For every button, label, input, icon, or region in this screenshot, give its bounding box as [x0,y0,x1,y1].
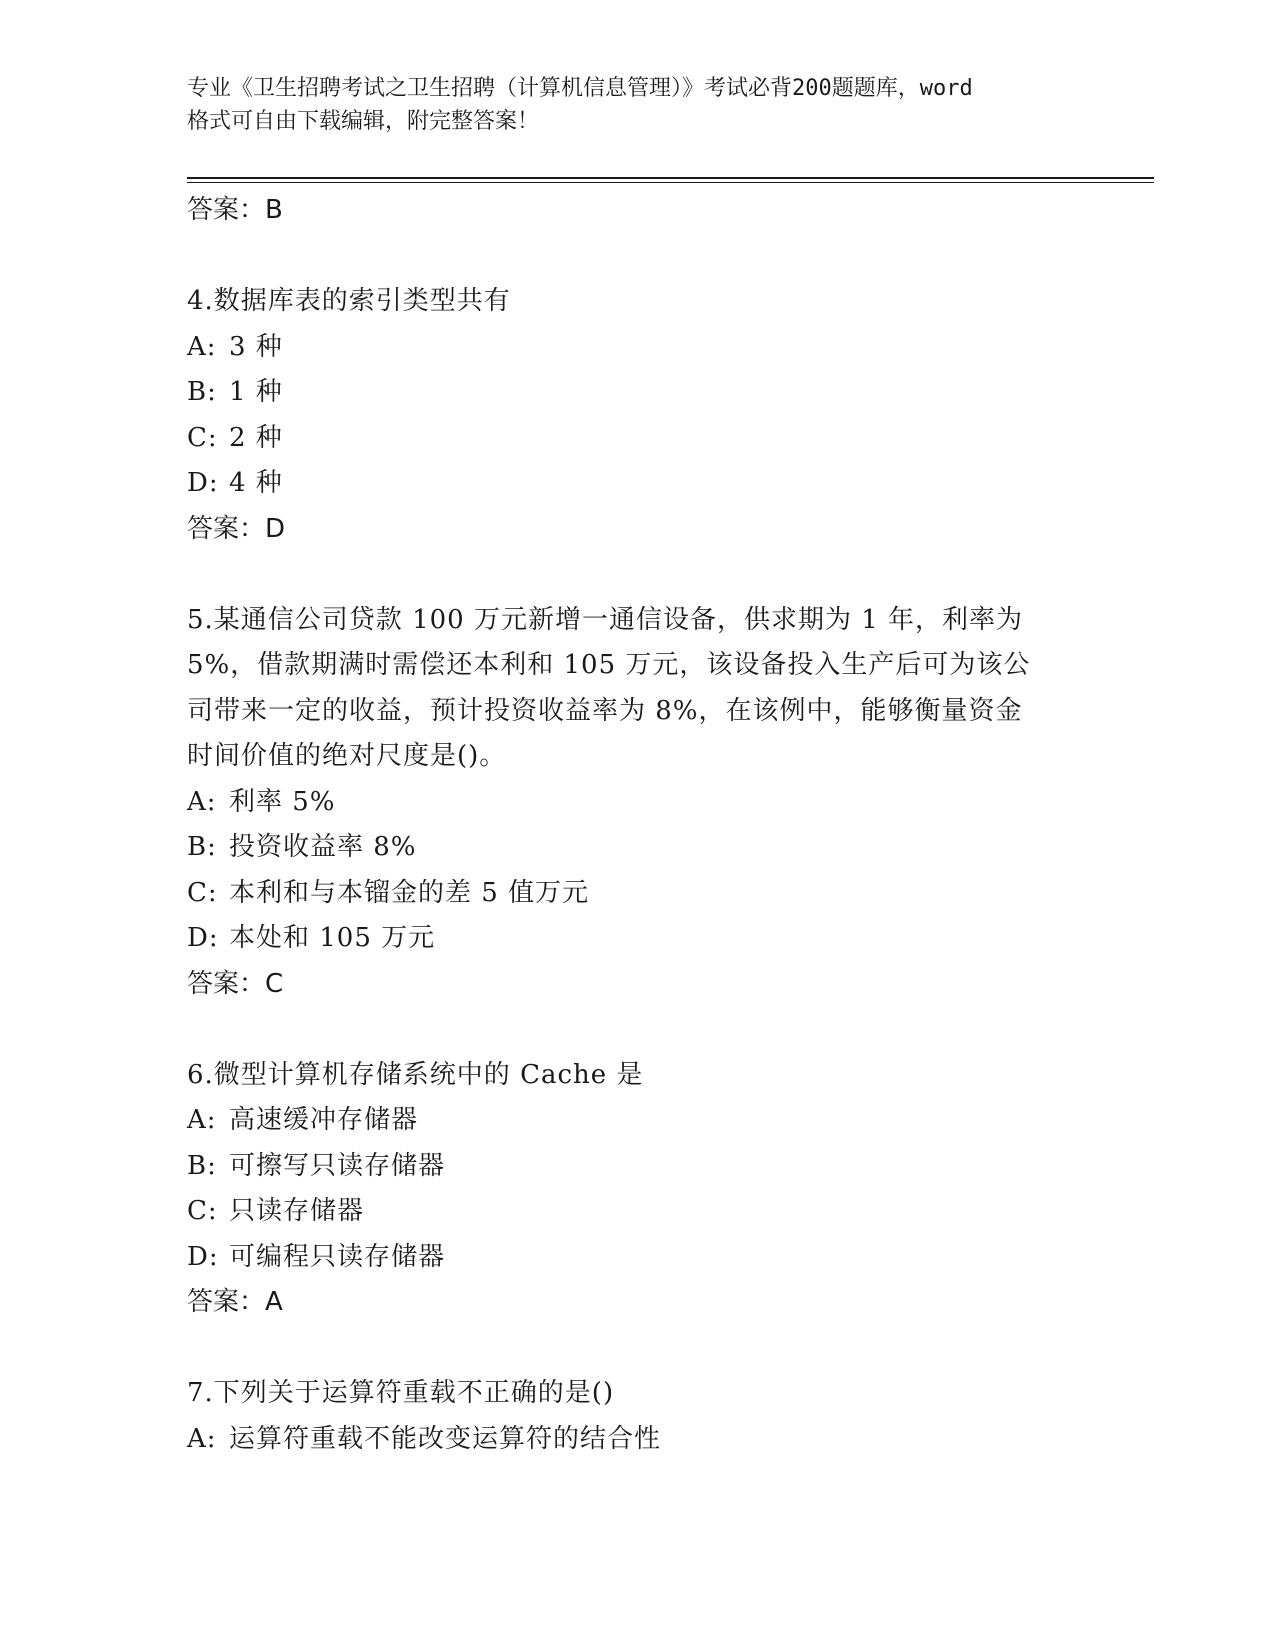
option-text: 可编程只读存储器 [229,1241,446,1272]
option-text: 1 种 [229,377,283,407]
answer-line-q5: 答案：C [187,968,284,999]
option-text: 本处和 105 万元 [229,923,436,953]
option-a-q7 [187,1417,1067,1463]
spacer [187,1326,1067,1372]
question-stem-q7: 7.下列关于运算符重载不正确的是() [187,1378,615,1408]
question-stem-q5-line-3: 司带来一定的收益，预计投资收益率为 8%，在该例中，能够衡量资金 [187,695,1023,726]
header-line-1: 专业《卫生招聘考试之卫生招聘（计算机信息管理）》考试必背200题题库，word [187,76,973,101]
answer-line-q4: 答案：D [187,513,286,544]
option-a-q6 [187,1098,1067,1144]
option-text: 高速缓冲存储器 [229,1105,419,1135]
header-rule-thick [187,177,1154,179]
question-stem-q5-line-4: 时间价值的绝对尺度是()。 [187,741,507,771]
question-stem-q6: 6.微型计算机存储系统中的 Cache 是 [187,1059,644,1090]
question-stem-q5-line-1: 5.某通信公司贷款 100 万元新增一通信设备，供求期为 1 年，利率为 [187,604,1024,635]
option-letter: C: [187,422,218,453]
option-d-q4 [187,461,1067,507]
option-text: 3 种 [229,331,283,362]
option-c-q6 [187,1189,1067,1235]
spacer [187,234,1067,280]
option-text: 可擦写只读存储器 [229,1150,446,1181]
question-stem-q5-line-2: 5%，借款期满时需偿还本利和 105 万元，该设备投入生产后可为该公 [187,650,1031,680]
document-header [187,72,1107,138]
option-letter: A: [187,331,217,362]
option-letter: C: [187,877,218,908]
option-letter: B: [187,832,217,862]
option-b-q4 [187,370,1067,416]
spacer [187,552,1067,598]
option-letter: A: [187,1423,217,1454]
option-text: 本利和与本镏金的差 5 值万元 [229,877,590,908]
answer-line-q6: 答案：A [187,1287,283,1317]
option-d-q5 [187,916,1067,962]
option-letter: D: [187,1241,219,1272]
option-letter: A: [187,1105,217,1135]
option-text: 4 种 [229,468,283,498]
option-text: 2 种 [229,422,283,453]
option-text: 投资收益率 8% [229,832,417,862]
option-text: 运算符重载不能改变运算符的结合性 [229,1423,662,1454]
question-list [187,188,1067,1462]
option-letter: B: [187,377,217,407]
option-a-q5 [187,780,1067,826]
option-letter: D: [187,923,219,953]
option-letter: C: [187,1196,218,1226]
option-a-q4 [187,325,1067,371]
option-letter: B: [187,1150,217,1181]
answer-line-q3: 答案：B [187,195,283,225]
option-text: 只读存储器 [229,1196,365,1226]
spacer [187,1007,1067,1053]
option-b-q6 [187,1144,1067,1190]
option-c-q5 [187,871,1067,917]
option-letter: D: [187,468,219,498]
option-letter: A: [187,786,217,817]
option-c-q4 [187,416,1067,462]
option-text: 利率 5% [229,786,336,817]
option-d-q6 [187,1235,1067,1281]
question-stem-q4: 4.数据库表的索引类型共有 [187,286,511,316]
header-rule-thin [187,182,1154,183]
option-b-q5 [187,825,1067,871]
header-line-2: 格式可自由下载编辑，附完整答案！ [187,109,540,134]
